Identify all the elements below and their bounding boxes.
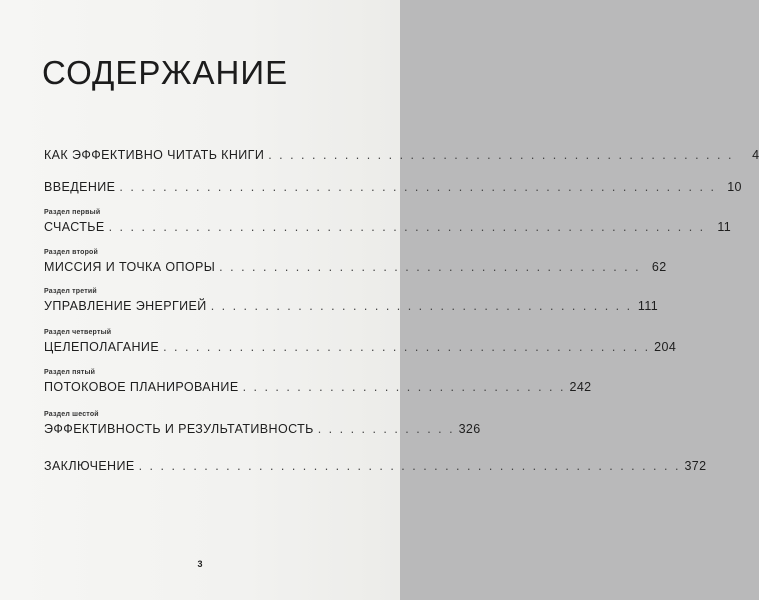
toc-entry-reading[interactable] bbox=[44, 148, 759, 168]
toc-entry-goal-setting[interactable] bbox=[44, 340, 677, 360]
toc-entry-title: УПРАВЛЕНИЕ ЭНЕРГИЕЙ bbox=[44, 299, 207, 313]
section-label: Раздел пятый bbox=[44, 369, 96, 376]
toc-entry-title: ЦЕЛЕПОЛАГАНИЕ bbox=[44, 340, 160, 354]
section-label: Раздел четвертый bbox=[44, 329, 112, 336]
section-label: Раздел второй bbox=[44, 249, 99, 256]
leader-dots: . . . . . . . . . . . . . . . . . . . . . . . . . . . . . . . . . . . . . . . . . . . bbox=[268, 148, 734, 162]
section-label: Раздел шестой bbox=[44, 411, 99, 418]
leader-dots: . . . . . . . . . . . . . . . . . . . . . . . . . . . . . . . . . . . . . . . . . . . . . bbox=[163, 340, 651, 354]
toc-entry-page: 326 bbox=[458, 422, 481, 436]
toc-entry-conclusion[interactable] bbox=[44, 459, 707, 479]
section-label: Раздел первый bbox=[44, 209, 101, 216]
page-number: 3 bbox=[197, 559, 203, 569]
leader-dots: . . . . . . . . . . . . . . . . . . . . . . . . . . . . . . . . . . . . . . . . . . . . . . . . . . . . . . . bbox=[119, 180, 716, 194]
toc-entry-page: 4 bbox=[752, 148, 759, 162]
toc-entry-title: ВВЕДЕНИЕ bbox=[44, 180, 116, 194]
leader-dots: . . . . . . . . . . . . . . . . . . . . . . . . . . . . . . . . . . . . . . . . . . . . . . . . . . . . . . . bbox=[108, 220, 706, 234]
toc-entry-page: 372 bbox=[684, 459, 707, 473]
toc-entry-page: 10 bbox=[727, 180, 742, 194]
toc-entry-title: ЭФФЕКТИВНОСТЬ И РЕЗУЛЬТАТИВНОСТЬ bbox=[44, 422, 314, 436]
toc-entry-page: 242 bbox=[569, 380, 592, 394]
section-label: Раздел третий bbox=[44, 288, 97, 295]
toc-entry-page: 11 bbox=[717, 220, 732, 234]
toc-entry-title: СЧАСТЬЕ bbox=[44, 220, 105, 234]
toc-entry-page: 111 bbox=[637, 299, 659, 313]
toc-entry-effectiveness[interactable] bbox=[44, 422, 481, 442]
leader-dots: . . . . . . . . . . . . . . . . . . . . . . . . . . . . . . bbox=[242, 380, 566, 394]
leader-dots: . . . . . . . . . . . . . . . . . . . . . . . . . . . . . . . . . . . . . . . . . . . . . . . . . . bbox=[138, 459, 681, 473]
toc-entry-introduction[interactable] bbox=[44, 180, 742, 200]
toc-entry-happiness[interactable] bbox=[44, 220, 732, 240]
toc-entry-flow-planning[interactable] bbox=[44, 380, 592, 400]
toc-entry-title: КАК ЭФФЕКТИВНО ЧИТАТЬ КНИГИ bbox=[44, 148, 265, 162]
leader-dots: . . . . . . . . . . . . . . . . . . . . . . . . . . . . . . . . . . . . . . . bbox=[210, 299, 633, 313]
toc-entry-page: 204 bbox=[654, 340, 677, 354]
toc-entry-page: 62 bbox=[651, 260, 667, 274]
leader-dots: . . . . . . . . . . . . . . . . . . . . . . . . . . . . . . . . . . . . . . . bbox=[219, 260, 641, 274]
toc-entry-title: ЗАКЛЮЧЕНИЕ bbox=[44, 459, 135, 473]
toc-entry-mission[interactable] bbox=[44, 260, 667, 280]
toc-entry-title: ПОТОКОВОЕ ПЛАНИРОВАНИЕ bbox=[44, 380, 239, 394]
toc-entry-title: МИССИЯ И ТОЧКА ОПОРЫ bbox=[44, 260, 216, 274]
toc-heading: СОДЕРЖАНИЕ bbox=[42, 54, 289, 91]
leader-dots: . . . . . . . . . . . . . bbox=[317, 422, 455, 436]
toc-entry-energy[interactable] bbox=[44, 299, 659, 319]
